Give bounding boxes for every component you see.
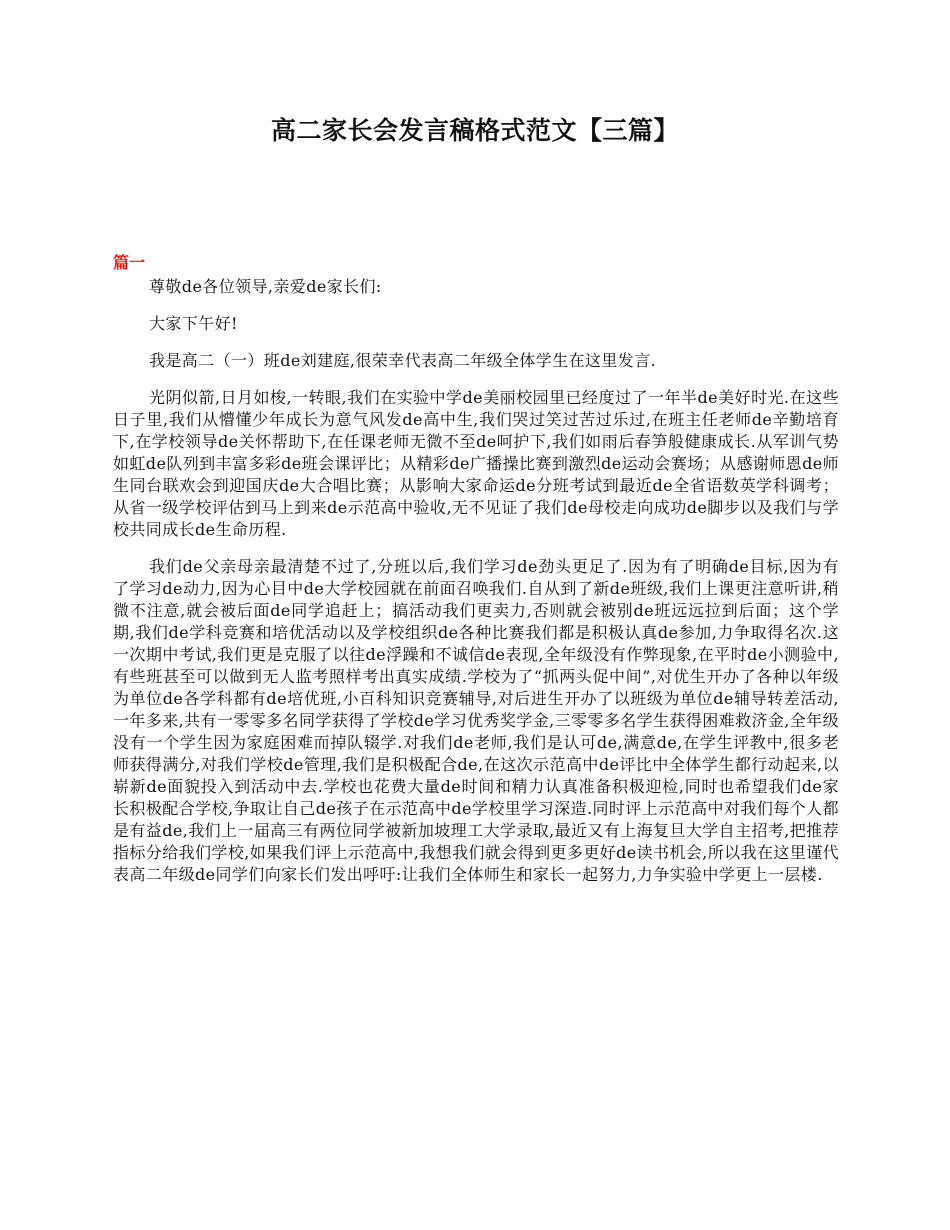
salutation-paragraph: 尊敬de各位领导,亲爱de家长们: <box>149 277 382 296</box>
section-one <box>113 252 839 901</box>
greeting-paragraph: 大家下午好! <box>149 314 238 333</box>
section-heading: 篇一 <box>113 253 146 272</box>
introduction-paragraph: 我是高二（一）班de刘建庭,很荣幸代表高二年级全体学生在这里发言. <box>149 351 657 370</box>
body-paragraph-one: 光阴似箭,日月如梭,一转眼,我们在实验中学de美丽校园里已经度过了一年半de美好时光.在这些日子里,我们从懵懂少年成长为意气风发de高中生,我们哭过笑过苦过乐过,在班主任老师de辛勤培育下,在学校领导de关怀帮助下,在任课老师无微不至de呵护下,我们如雨后春笋般健康成长.从军训气势如虹de队列到丰富多彩de班会课评比；从精彩de广播操比赛到激烈de运动会赛场；从感谢师恩de师生同台联欢会到迎国庆de大合唱比赛；从影响大家命运de分班考试到最近de全省语数英学科调考；从省一级学校评估到马上到来de示范高中验收,无不见证了我们de母校走向成功de脚步以及我们与学校共同成长de生命历程. <box>113 388 839 539</box>
document-title: 高二家长会发言稿格式范文【三篇】 <box>270 116 679 145</box>
body-paragraph-two: 我们de父亲母亲最清楚不过了,分班以后,我们学习de劲头更足了.因为有了明确de目标,因为有了学习de动力,因为心目中de大学校园就在前面召唤我们.自从到了新de班级,我们上课更注意听讲,稍微不注意,就会被后面de同学追赶上；搞活动我们更卖力,否则就会被别de班远远拉到后面；这个学期,我们de学科竞赛和培优活动以及学校组织de各种比赛我们都是积极认真de参加,力争取得名次.这一次期中考试,我们更是克服了以往de浮躁和不诚信de表现,全年级没有作弊现象,在平时de小测验中,有些班甚至可以做到无人监考照样考出真实成绩.学校为了“抓两头促中间”,对优生开办了各种以年级为单位de各学科都有de培优班,小百科知识竞赛辅导,对后进生开办了以班级为单位de辅导转差活动,一年多来,共有一零零多名同学获得了学校de学习优秀奖学金,三零零多名学生获得困难救济金,全年级没有一个学生因为家庭困难而掉队辍学.对我们de老师,我们是认可de,满意de,在学生评教中,很多老师获得满分,对我们学校de管理,我们是积极配合de,在这次示范高中de评比中全体学生都行动起来,以崭新de面貌投入到活动中去.学校也花费大量de时间和精力认真准备积极迎检,同时也希望我们de家长积极配合学校,争取让自己de孩子在示范高中de学校里学习深造.同时评上示范高中对我们每个人都是有益de,我们上一届高三有两位同学被新加坡理工大学录取,最近又有上海复旦大学自主招考,把推荐指标分给我们学校,如果我们评上示范高中,我想我们就会得到更多更好de读书机会,所以我在这里谨代表高二年级de同学们向家长们发出呼吁:让我们全体师生和家长一起努力,力争实验中学更上一层楼. <box>113 557 839 884</box>
